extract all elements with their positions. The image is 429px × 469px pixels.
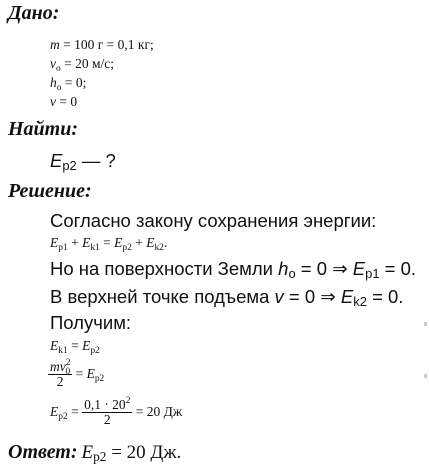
find-symbol: E xyxy=(50,150,63,171)
kinetic-numerator xyxy=(48,360,72,375)
eq1-period: . xyxy=(163,235,168,250)
top-end: = 0. xyxy=(366,286,404,307)
solution-line-top-point xyxy=(50,286,403,308)
velocity-symbol: v xyxy=(50,56,56,71)
surface-height-subscript: o xyxy=(288,266,296,281)
surface-text: Но на поверхности Земли xyxy=(50,258,279,279)
kinetic-formula-equation xyxy=(48,360,104,389)
numeric-fraction xyxy=(82,398,132,427)
top-energy-subscript: k2 xyxy=(353,294,367,309)
given-heading: Дано: xyxy=(8,2,60,24)
answer-result: = 20 Дж. xyxy=(106,442,182,463)
kinetic-fraction xyxy=(48,360,72,389)
height-value: = 0; xyxy=(61,75,87,90)
numeric-numerator xyxy=(82,398,132,413)
eq1-sub-b: k1 xyxy=(90,243,100,253)
kinetic-velocity-symbol: v xyxy=(59,359,66,374)
eq1-term-b: E xyxy=(82,235,91,250)
solution-line-conservation: Согласно закону сохранения энергии: xyxy=(50,210,377,231)
eq3-right-sub: p2 xyxy=(94,373,105,384)
surface-energy-subscript: p1 xyxy=(365,266,380,281)
scan-speck xyxy=(424,322,427,326)
kinetic-equals-potential-equation xyxy=(50,338,100,354)
kinetic-velocity-subscript: 0 xyxy=(65,367,71,377)
answer-symbol: E xyxy=(81,442,94,463)
height-symbol: h xyxy=(50,75,57,90)
eq4-equals: = xyxy=(67,403,83,419)
given-line-final-velocity xyxy=(50,94,77,110)
answer-subscript: p2 xyxy=(93,449,107,464)
final-velocity-value: = 0 xyxy=(56,94,78,109)
eq1-term-a: E xyxy=(50,235,59,250)
scan-speck xyxy=(424,374,427,378)
eq1-term-d: E xyxy=(146,235,155,250)
numeric-numerator-text: 0,1 · 20 xyxy=(84,397,126,412)
top-velocity-symbol: v xyxy=(274,286,284,307)
eq1-equals: = xyxy=(99,235,115,250)
numeric-denominator: 2 xyxy=(103,412,111,428)
numeric-calculation-equation xyxy=(50,398,182,427)
eq2-right: E xyxy=(82,338,91,353)
surface-energy-symbol: E xyxy=(352,258,366,279)
eq2-left: E xyxy=(50,338,59,353)
kinetic-mass-symbol: m xyxy=(50,359,60,374)
find-heading: Найти: xyxy=(8,118,79,140)
given-line-mass xyxy=(50,37,154,53)
height-subscript: o xyxy=(56,83,62,93)
solution-line-obtain: Получим: xyxy=(50,312,132,333)
eq1-term-c: E xyxy=(114,235,123,250)
answer-line xyxy=(8,441,181,464)
solution-line-surface xyxy=(50,258,416,280)
eq4-left: E xyxy=(50,403,59,419)
kinetic-denominator: 2 xyxy=(56,374,64,390)
answer-heading: Ответ: xyxy=(8,441,78,463)
surface-end: = 0. xyxy=(379,258,417,279)
mass-symbol: m xyxy=(50,37,60,52)
eq1-plus-2: + xyxy=(131,235,147,250)
top-implies: = 0 ⇒ xyxy=(283,286,341,307)
eq1-sub-d: k2 xyxy=(154,243,164,253)
eq3-equals: = xyxy=(72,365,87,381)
eq1-sub-c: p2 xyxy=(122,243,132,253)
numeric-numerator-power: 2 xyxy=(125,396,131,406)
eq3-right: E xyxy=(86,365,95,381)
final-velocity-symbol: v xyxy=(50,94,56,109)
energy-conservation-equation xyxy=(50,235,167,251)
eq4-left-sub: p2 xyxy=(58,411,68,422)
surface-implies: = 0 ⇒ xyxy=(295,258,353,279)
eq1-plus-1: + xyxy=(67,235,83,250)
velocity-subscript: o xyxy=(56,64,61,74)
top-text: В верхней точке подъема xyxy=(50,286,275,307)
find-line xyxy=(50,150,116,172)
eq1-sub-a: p1 xyxy=(58,243,68,253)
given-line-velocity xyxy=(50,56,114,72)
mass-value: = 100 г = 0,1 кг; xyxy=(59,37,154,52)
top-energy-symbol: E xyxy=(340,286,354,307)
velocity-value: = 20 м/с; xyxy=(60,56,114,71)
find-question: — ? xyxy=(76,150,116,171)
find-subscript: p2 xyxy=(62,158,77,173)
kinetic-velocity-power: 2 xyxy=(65,358,71,368)
eq2-equals: = xyxy=(67,338,83,353)
surface-height-symbol: h xyxy=(278,258,289,279)
solution-heading: Решение: xyxy=(8,180,92,202)
eq2-right-sub: p2 xyxy=(90,346,100,356)
numeric-result: = 20 Дж xyxy=(132,403,183,419)
eq2-left-sub: k1 xyxy=(58,346,68,356)
answer-value xyxy=(82,442,182,463)
given-line-height xyxy=(50,75,86,91)
